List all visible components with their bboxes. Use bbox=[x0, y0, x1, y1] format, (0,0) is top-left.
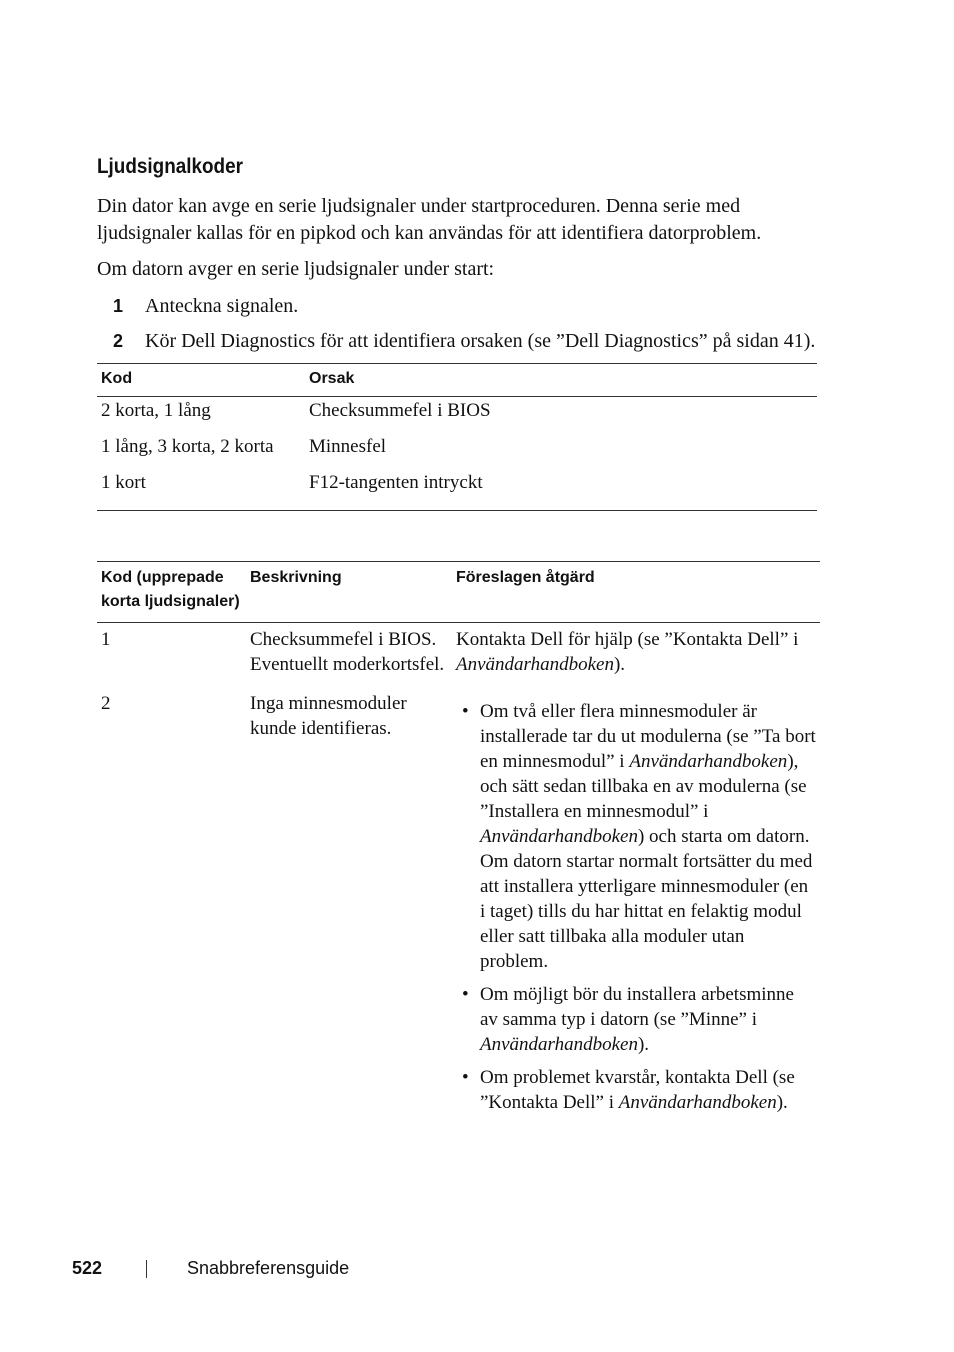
table-cell: 1 bbox=[101, 629, 111, 650]
table-row bbox=[97, 687, 820, 1133]
table-row bbox=[97, 469, 817, 511]
step-text: Anteckna signalen. bbox=[145, 295, 299, 317]
beep-code-table bbox=[97, 363, 817, 511]
table-cell bbox=[452, 623, 820, 688]
manual-reference: Användarhandboken bbox=[456, 654, 614, 675]
table-cell: 2 korta, 1 lång bbox=[101, 400, 211, 421]
table-row bbox=[97, 397, 817, 434]
bullet-icon: • bbox=[462, 984, 469, 1005]
step-text: Kör Dell Diagnostics för att identifiera orsaken (se ”Dell Diagnostics” på sidan 41). bbox=[145, 330, 816, 352]
manual-reference: Användarhandboken bbox=[629, 751, 788, 772]
table-header-row bbox=[97, 364, 817, 397]
repeated-beep-table bbox=[97, 561, 820, 1133]
page-number: 522 bbox=[72, 1258, 103, 1278]
bullet-text bbox=[480, 982, 816, 1057]
text-span: ). bbox=[776, 1092, 788, 1113]
table-row bbox=[97, 433, 817, 469]
list-item bbox=[456, 699, 816, 974]
table-cell: Checksummefel i BIOS bbox=[309, 400, 491, 421]
header-action: Föreslagen åtgärd bbox=[452, 562, 820, 623]
step-item bbox=[97, 328, 819, 355]
table-cell: 1 kort bbox=[101, 472, 146, 493]
action-bullet-list bbox=[456, 699, 816, 1115]
bullet-icon: • bbox=[462, 1067, 469, 1088]
header-orsak: Orsak bbox=[305, 364, 817, 397]
header-description: Beskrivning bbox=[246, 562, 452, 623]
steps-list bbox=[97, 293, 819, 355]
bullet-icon: • bbox=[462, 701, 469, 722]
text-span: Om problemet kvarstår, kontakta Dell (se ”Kontakta Dell” i bbox=[480, 1067, 795, 1113]
manual-reference: Användarhandboken bbox=[618, 1092, 777, 1113]
table-row bbox=[97, 623, 820, 688]
header-kod: Kod bbox=[97, 364, 305, 397]
bullet-text bbox=[480, 699, 816, 974]
footer-title: Snabbreferensguide bbox=[187, 1258, 350, 1278]
list-item bbox=[456, 1065, 816, 1115]
table-header-row bbox=[97, 562, 820, 623]
text-span: ). bbox=[637, 1034, 650, 1055]
action-text: Kontakta Dell för hjälp (se ”Kontakta Dell” i bbox=[456, 629, 799, 650]
step-item bbox=[97, 293, 819, 320]
page-footer bbox=[72, 1258, 349, 1279]
step-number: 2 bbox=[113, 331, 124, 351]
table-cell: 2 bbox=[101, 693, 111, 714]
manual-reference: Användarhandboken bbox=[480, 1034, 638, 1055]
lead-paragraph: Om datorn avger en serie ljudsignaler under start: bbox=[97, 258, 495, 280]
table-cell: Inga minnesmoduler kunde identifieras. bbox=[250, 693, 407, 739]
text-span: Om möjligt bör du installera arbetsminne av samma typ i datorn (se ”Minne” i bbox=[480, 984, 794, 1030]
table-cell: 1 lång, 3 korta, 2 korta bbox=[101, 436, 274, 457]
text-span: ), och sätt sedan tillbaka en av modulerna (se ”Installera en minnesmodul” i bbox=[480, 751, 807, 822]
table-cell bbox=[452, 687, 820, 1133]
action-text: ). bbox=[613, 654, 626, 675]
section-heading: Ljudsignalkoder bbox=[97, 155, 243, 178]
intro-paragraph: Din dator kan avge en serie ljudsignaler under startproceduren. Denna serie med ljudsignaler kallas för en pipkod och kan användas för att identifiera datorproblem. bbox=[97, 195, 762, 244]
page-content bbox=[97, 155, 819, 1133]
table-cell: Minnesfel bbox=[309, 436, 387, 457]
footer-divider bbox=[146, 1260, 147, 1278]
table-cell: Checksummefel i BIOS. Eventuellt moderkortsfel. bbox=[250, 629, 445, 675]
manual-reference: Användarhandboken bbox=[480, 826, 638, 847]
header-code: Kod (upprepade korta ljudsignaler) bbox=[97, 562, 246, 623]
text-span: ) och starta om datorn. Om datorn startar normalt fortsätter du med att installera ytterligare minnesmoduler (en i taget) tills du har hittat en felaktig modul eller satt tillbaka alla moduler utan problem. bbox=[480, 826, 813, 972]
list-item bbox=[456, 982, 816, 1057]
step-number: 1 bbox=[113, 296, 124, 316]
bullet-text bbox=[480, 1065, 816, 1115]
text-span: Om två eller flera minnesmoduler är installerade tar du ut modulerna (se ”Ta bort en minnesmodul” i bbox=[480, 701, 816, 772]
table-cell: F12-tangenten intryckt bbox=[309, 472, 483, 493]
